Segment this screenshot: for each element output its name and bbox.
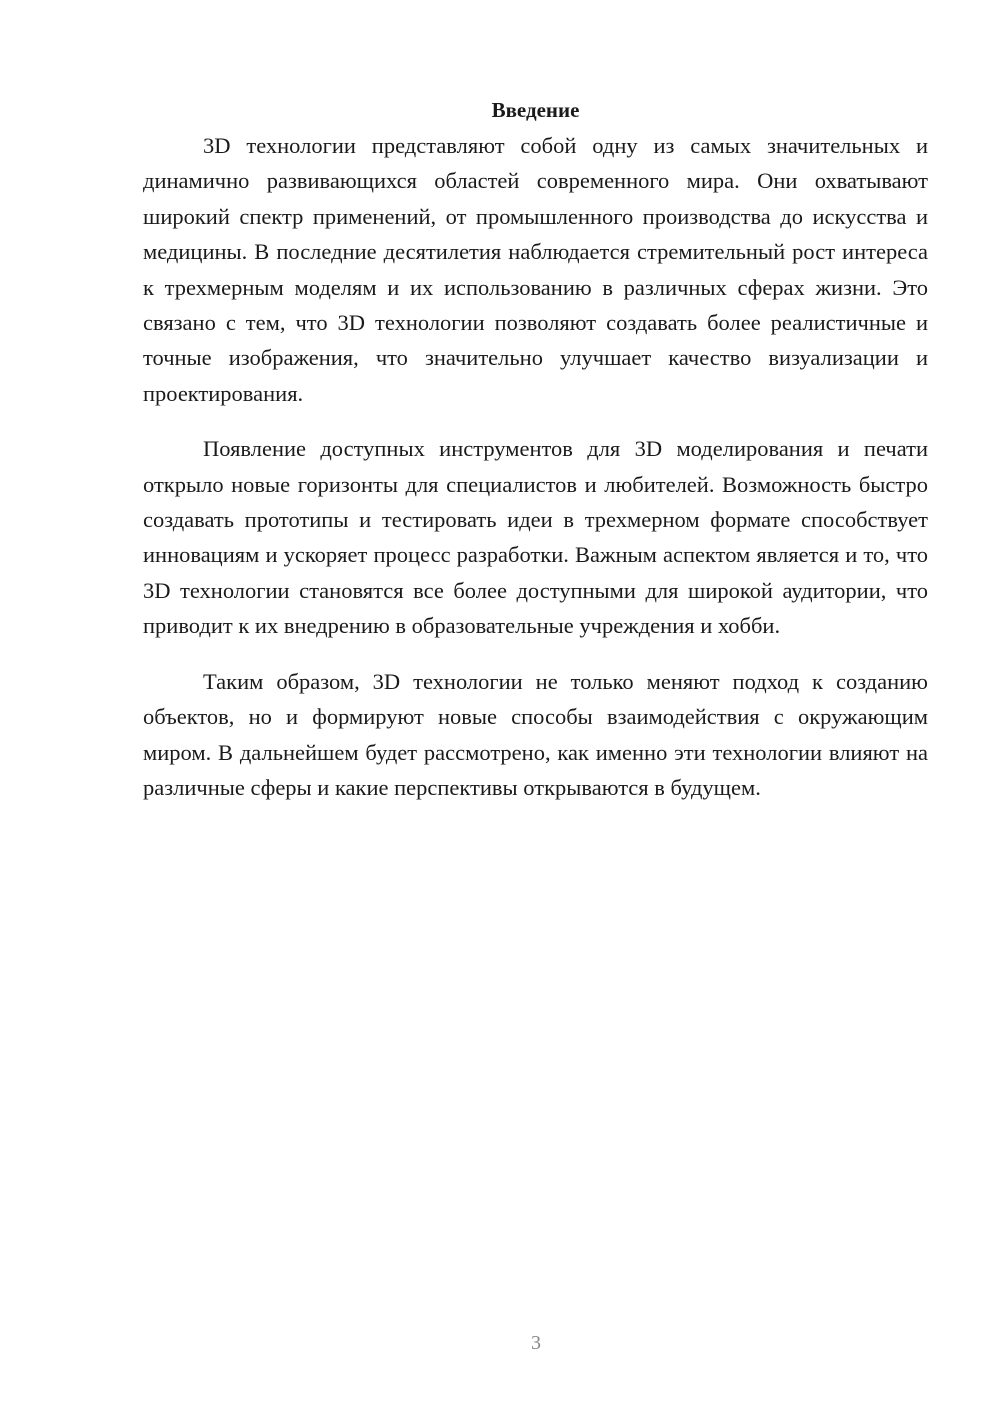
page-content: [143, 93, 928, 805]
paragraph-3: Таким образом, 3D технологии не только меняют подход к созданию объектов, но и формируют новые способы взаимодействия с окружающим миром. В дальнейшем будет рассмотрено, как именно эти технологии влияют на различные сферы и какие перспективы открываются в будущем.: [143, 668, 928, 800]
paragraph-1: 3D технологии представляют собой одну из самых значительных и динамично развивающихся областей современного мира. Они охватывают широкий спектр применений, от промышленного производства до искусства и медицины. В последние десятилетия наблюдается стремительный рост интереса к трехмерным моделям и их использованию в различных сферах жизни. Это связано с тем, что 3D технологии позволяют создавать более реалистичные и точные изображения, что значительно улучшает качество визуализации и проектирования.: [143, 133, 928, 406]
page-number: 3: [531, 1332, 541, 1354]
paragraph-2: Появление доступных инструментов для 3D моделирования и печати открыло новые горизонты для специалистов и любителей. Возможность быстро создавать прототипы и тестировать идеи в трехмерном формате способствует инновациям и ускоряет процесс разработки. Важным аспектом является и то, что 3D технологии становятся все более доступными для широкой аудитории, что приводит к их внедрению в образовательные учреждения и хобби.: [143, 436, 928, 639]
section-title: Введение: [491, 98, 580, 122]
